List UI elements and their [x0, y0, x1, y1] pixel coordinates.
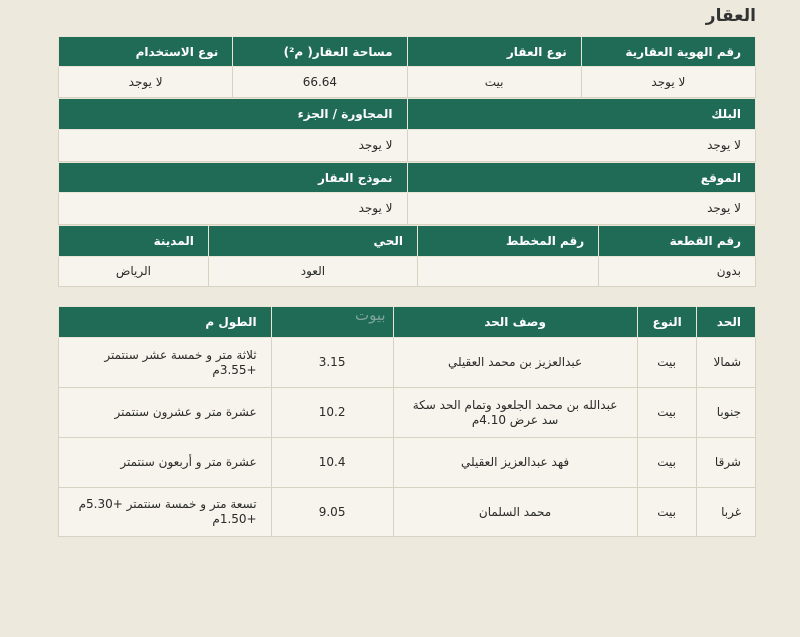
header-property-id: رقم الهوية العقارية	[581, 37, 755, 67]
header-usage-type: نوع الاستخدام	[59, 37, 233, 67]
value-property-area: 66.64	[233, 67, 407, 98]
boundary-length: 10.4	[271, 438, 393, 488]
boundary-description: فهد عبدالعزيز العقيلي	[393, 438, 637, 488]
boundary-side: شرقا	[696, 438, 755, 488]
boundary-type: بيت	[637, 488, 696, 537]
boundary-description: عبدالله بن محمد الجلعود وتمام الحد سكة سد عرض 4.10م	[393, 388, 637, 438]
value-neighborhood-part: لا يوجد	[59, 130, 408, 162]
block-table	[58, 98, 756, 162]
property-info-table	[58, 36, 756, 98]
table-row	[59, 388, 756, 438]
boundary-description: محمد السلمان	[393, 488, 637, 537]
value-property-model: لا يوجد	[59, 193, 408, 225]
boundary-description: عبدالعزيز بن محمد العقيلي	[393, 338, 637, 388]
value-property-type: بيت	[407, 67, 581, 98]
value-usage-type: لا يوجد	[59, 67, 233, 98]
value-city: الرياض	[59, 257, 209, 287]
boundary-side: شمالا	[696, 338, 755, 388]
header-city: المدينة	[59, 226, 209, 257]
boundary-length-words: ثلاثة متر و خمسة عشر سنتمتر +3.55م	[59, 338, 272, 388]
location-table	[58, 162, 756, 225]
header-type: النوع	[637, 307, 696, 338]
plot-table	[58, 225, 756, 287]
header-property-model: نموذج العقار	[59, 163, 408, 193]
value-plan-number	[417, 257, 598, 287]
header-boundary: الحد	[696, 307, 755, 338]
header-district: الحي	[208, 226, 417, 257]
watermark-logo: بيوت	[355, 306, 386, 324]
header-block: البلك	[407, 99, 756, 130]
boundary-length: 3.15	[271, 338, 393, 388]
page-title: العقار	[705, 6, 756, 26]
boundary-type: بيت	[637, 438, 696, 488]
boundary-length: 10.2	[271, 388, 393, 438]
header-location: الموقع	[407, 163, 756, 193]
value-location: لا يوجد	[407, 193, 756, 225]
value-district: العود	[208, 257, 417, 287]
boundary-length-words: عشرة متر و عشرون سنتمتر	[59, 388, 272, 438]
header-plan-number: رقم المخطط	[417, 226, 598, 257]
boundaries-table	[58, 306, 756, 537]
header-boundary-description: وصف الحد	[393, 307, 637, 338]
table-row	[59, 438, 756, 488]
boundary-type: بيت	[637, 388, 696, 438]
value-block: لا يوجد	[407, 130, 756, 162]
value-plot-number: بدون	[599, 257, 756, 287]
table-row	[59, 338, 756, 388]
header-length: الطول م	[59, 307, 272, 338]
header-neighborhood-part: المجاورة / الجزء	[59, 99, 408, 130]
boundary-length-words: عشرة متر و أربعون سنتمتر	[59, 438, 272, 488]
boundary-type: بيت	[637, 338, 696, 388]
header-property-type: نوع العقار	[407, 37, 581, 67]
boundary-side: جنوبا	[696, 388, 755, 438]
table-row	[59, 488, 756, 537]
boundary-length-words: تسعة متر و خمسة سنتمتر +5.30م +1.50م	[59, 488, 272, 537]
value-property-id: لا يوجد	[581, 67, 755, 98]
boundary-length: 9.05	[271, 488, 393, 537]
header-property-area: مساحة العقار( م²)	[233, 37, 407, 67]
header-plot-number: رقم القطعة	[599, 226, 756, 257]
boundary-side: غربا	[696, 488, 755, 537]
